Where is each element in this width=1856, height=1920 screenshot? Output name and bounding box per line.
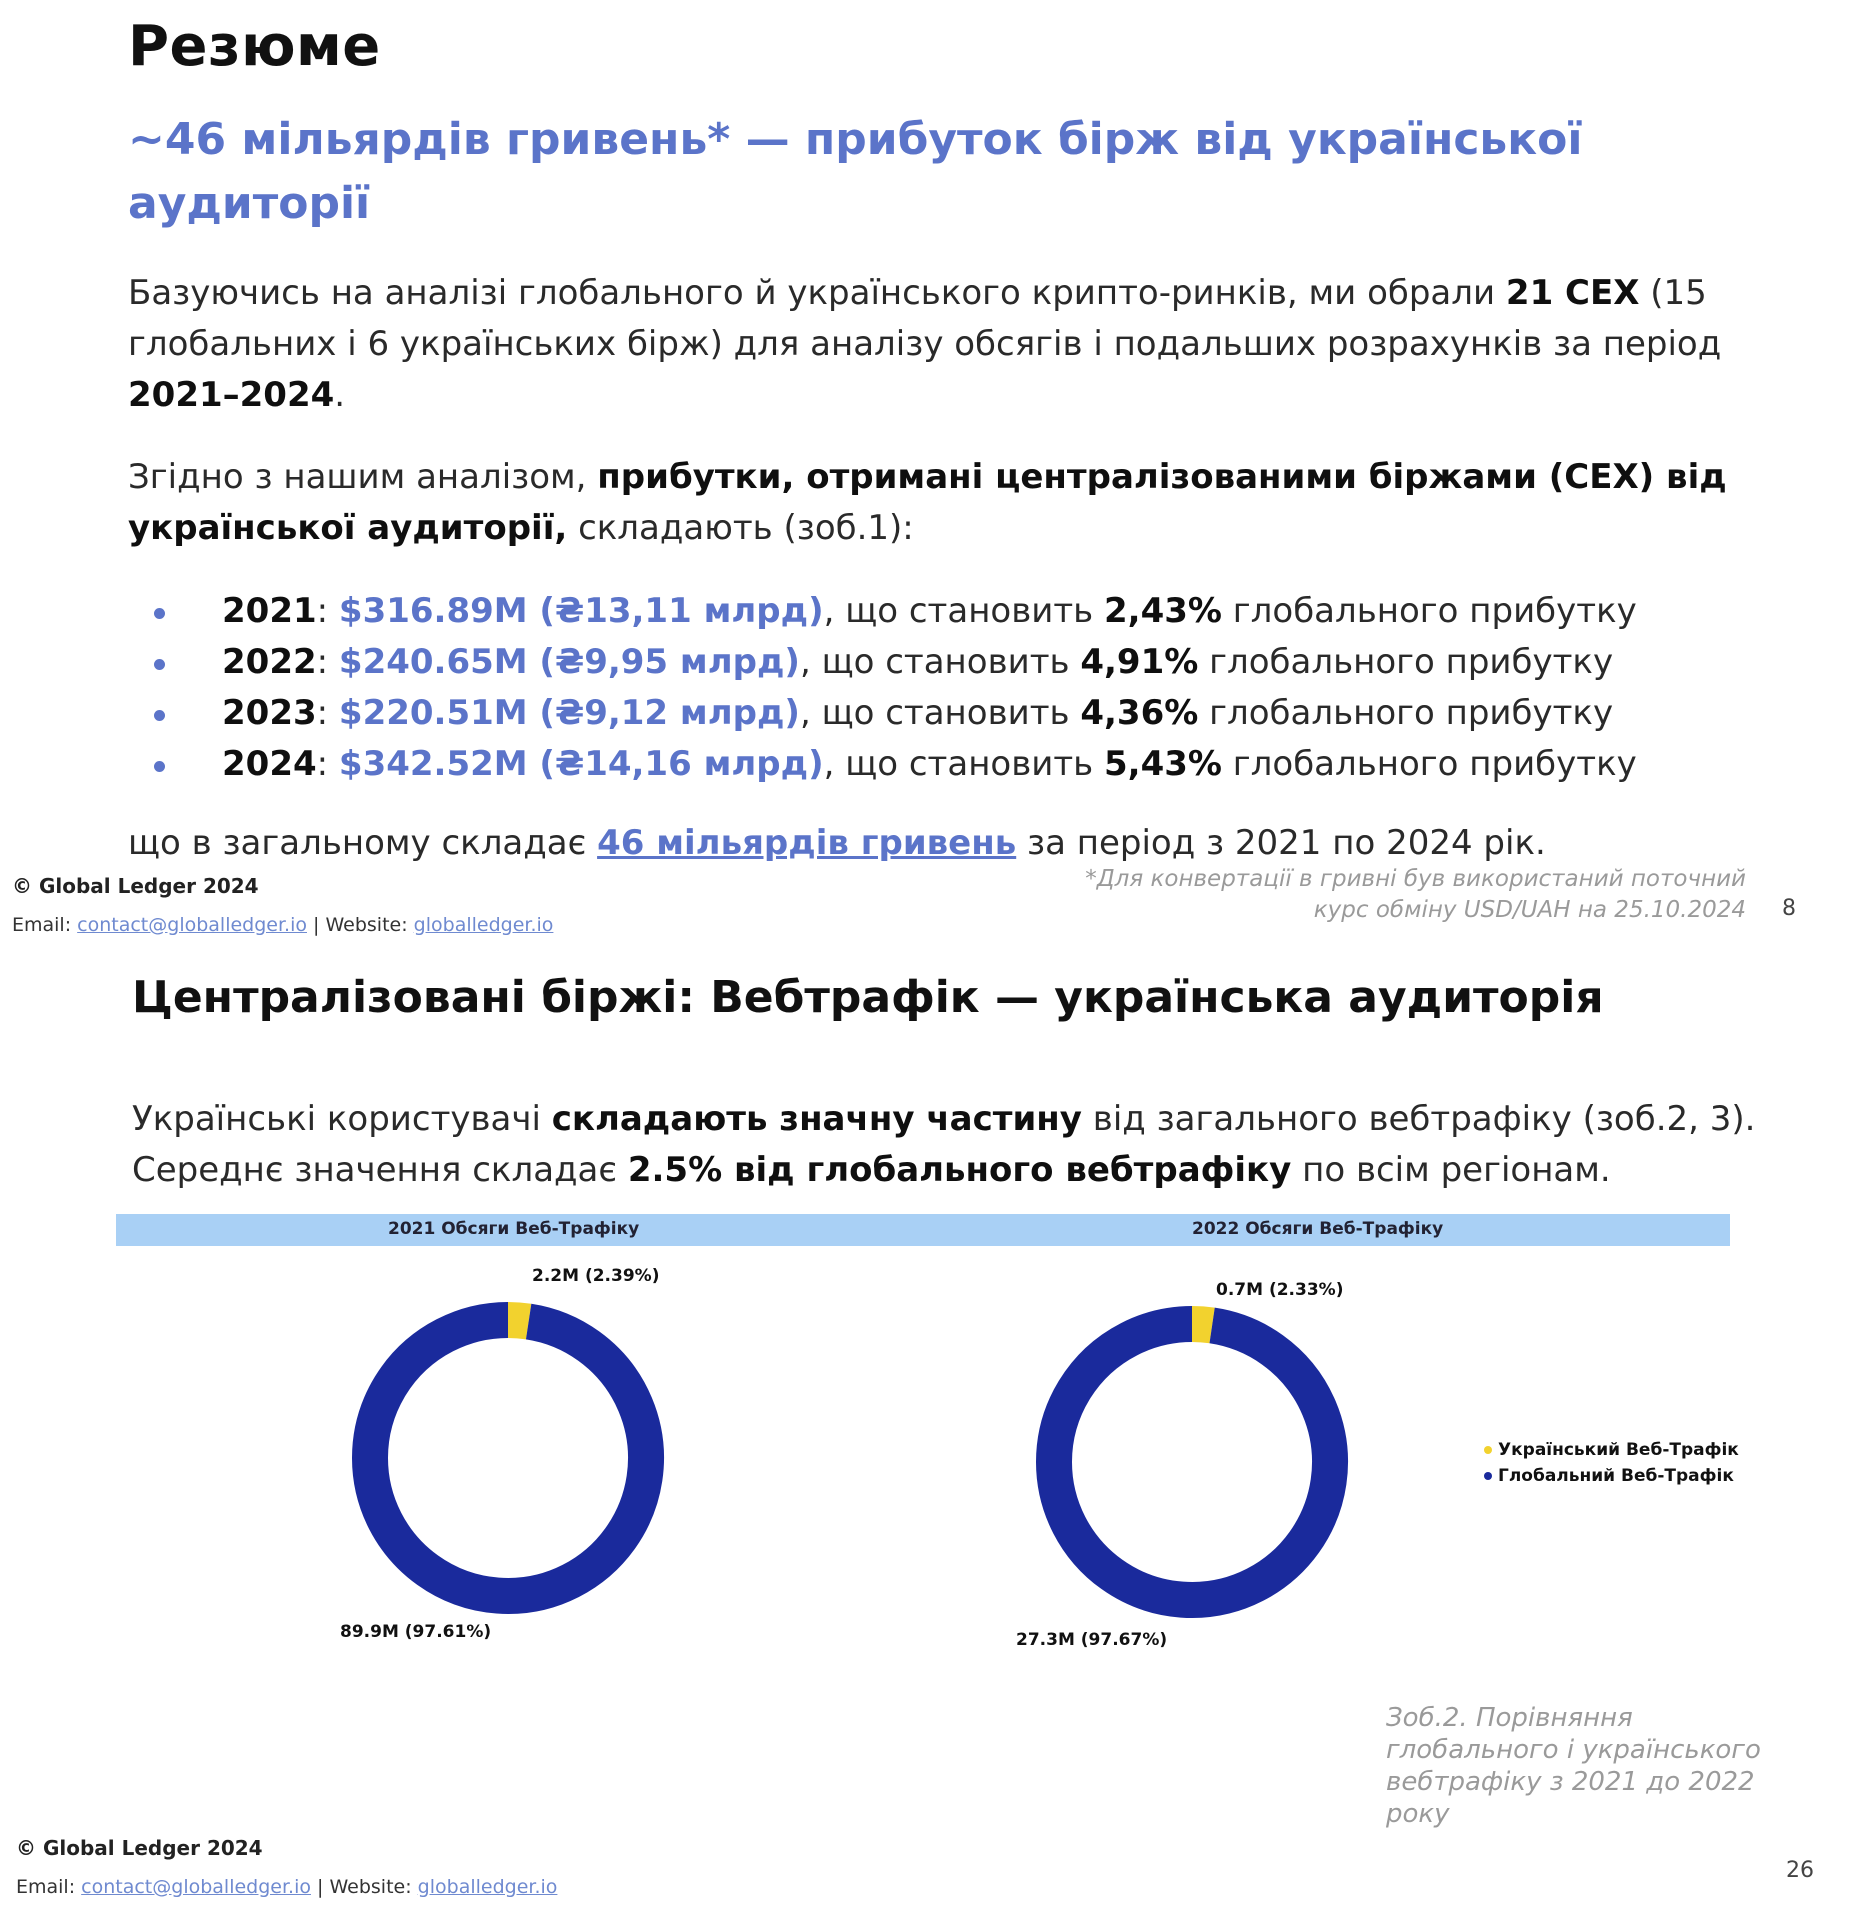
website-link[interactable]: globalledger.io [413,914,554,936]
chart-title-2022: 2022 Обсяги Веб-Трафіку [1192,1219,1444,1239]
bullet-icon [154,659,165,670]
slide1-title: Резюме [128,14,381,79]
website-link-2[interactable]: globalledger.io [417,1876,558,1898]
intro-paragraph: Базуючись на аналізі глобального й українського крипто-ринків, ми обрали 21 CEX (15 глобальних і 6 українських бірж) для аналізу обсягів і подальших розрахунків за період 2021–2024. [128,273,1722,415]
slice-ukraine [508,1320,529,1322]
total-paragraph: що в загальному складає 46 мільярдів гривень за період з 2021 по 2024 рік. [128,823,1546,863]
figure-caption: Зоб.2. Порівняння глобального і українського вебтрафіку з 2021 до 2022 року [1386,1703,1761,1829]
bullet-icon [154,761,165,772]
contact-line-2: Email: contact@globalledger.io | Website: globalledger.io [16,1876,558,1898]
label-2021-ukraine: 2.2M (2.39%) [532,1266,660,1286]
list-item: 2021: $316.89M (₴13,11 млрд), що становить 2,43% глобального прибутку [128,586,1828,637]
email-link-2[interactable]: contact@globalledger.io [81,1876,311,1898]
list-item: 2022: $240.65M (₴9,95 млрд), що становить 4,91% глобального прибутку [128,637,1828,688]
bullet-icon [154,710,165,721]
label-2022-ukraine: 0.7M (2.33%) [1216,1280,1344,1300]
copyright-2: © Global Ledger 2024 [16,1836,263,1860]
slice-ukraine [1192,1324,1212,1325]
label-2021-global: 89.9M (97.61%) [340,1622,492,1642]
slice-global [1054,1324,1330,1600]
slide1-subtitle: ~46 мільярдів гривень* — прибуток бірж від української аудиторії [128,114,1583,229]
legend-item-ukraine: Український Веб-Трафік [1484,1440,1739,1460]
page-number: 8 [1782,896,1796,921]
email-link[interactable]: contact@globalledger.io [77,914,307,936]
list-item: 2023: $220.51M (₴9,12 млрд), що становить 4,36% глобального прибутку [128,688,1828,739]
total-link[interactable]: 46 мільярдів гривень [597,823,1017,863]
profit-list [128,586,1828,790]
legend-item-global: Глобальний Веб-Трафік [1484,1466,1739,1486]
analysis-paragraph: Згідно з нашим аналізом, прибутки, отримані централізованими біржами (CEX) від української аудиторії, складають (зоб.1): [128,457,1727,548]
donut-2021 [370,1320,646,1596]
chart-title-band [116,1214,1730,1246]
slice-global [370,1320,646,1596]
copyright: © Global Ledger 2024 [12,874,259,898]
chart-title-2021: 2021 Обсяги Веб-Трафіку [388,1219,640,1239]
page-number-2: 26 [1786,1858,1814,1883]
bullet-icon [154,608,165,619]
slide2-title: Централізовані біржі: Вебтрафік — українська аудиторія [132,972,1604,1023]
chart-legend [1484,1440,1739,1486]
list-item: 2024: $342.52M (₴14,16 млрд), що становить 5,43% глобального прибутку [128,739,1828,790]
webtraffic-paragraph: Українські користувачі складають значну частину від загального вебтрафіку (зоб.2, 3). Середнє значення складає 2.5% від глобального вебтрафіку по всім регіонам. [132,1099,1756,1190]
label-2022-global: 27.3M (97.67%) [1016,1630,1168,1650]
conversion-note: *Для конвертації в гривні був використаний поточний курс обміну USD/UAH на 25.10.2024 [1085,866,1746,923]
donut-2022 [1054,1324,1330,1600]
contact-line: Email: contact@globalledger.io | Website: globalledger.io [12,914,554,936]
